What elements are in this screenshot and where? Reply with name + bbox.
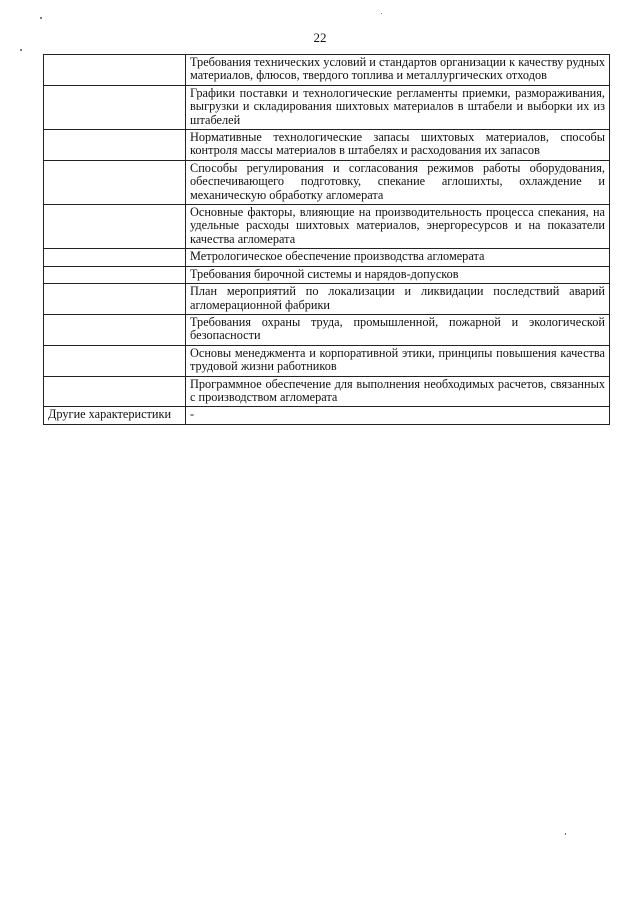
- page-number: 22: [313, 30, 327, 45]
- requirement-cell: Способы регулирования и согласования режимов работы оборудования, обеспечивающего подготовку, спекание аглошихты, охлаждение и механическую обработку агломерата: [186, 160, 610, 204]
- empty-label-cell: [44, 249, 186, 266]
- empty-label-cell: [44, 314, 186, 345]
- empty-label-cell: [44, 85, 186, 129]
- requirement-cell: Требования охраны труда, промышленной, пожарной и экологической безопасности: [186, 314, 610, 345]
- table-row: [44, 160, 610, 204]
- scan-speck: [40, 17, 42, 19]
- empty-label-cell: [44, 205, 186, 249]
- table-row: [44, 130, 610, 161]
- empty-label-cell: [44, 266, 186, 283]
- table-row: [44, 266, 610, 283]
- requirements-table: [43, 54, 610, 425]
- requirement-cell: Метрологическое обеспечение производства агломерата: [186, 249, 610, 266]
- empty-label-cell: [44, 160, 186, 204]
- empty-label-cell: [44, 55, 186, 86]
- requirement-cell: Основы менеджмента и корпоративной этики, принципы повышения качества трудовой жизни работников: [186, 345, 610, 376]
- requirement-cell: Требования технических условий и стандартов организации к качеству рудных материалов, флюсов, твердого топлива и металлургических отходов: [186, 55, 610, 86]
- table-row: [44, 345, 610, 376]
- table-row: [44, 249, 610, 266]
- requirement-cell: Требования бирочной системы и нарядов-допусков: [186, 266, 610, 283]
- table-row: [44, 376, 610, 407]
- table-row: [44, 55, 610, 86]
- requirement-cell: Программное обеспечение для выполнения необходимых расчетов, связанных с производством агломерата: [186, 376, 610, 407]
- table-row: [44, 407, 610, 424]
- empty-label-cell: [44, 284, 186, 315]
- empty-label-cell: [44, 345, 186, 376]
- table-row: [44, 284, 610, 315]
- other-characteristics-value: -: [186, 407, 610, 424]
- other-characteristics-label: Другие характеристики: [44, 407, 186, 424]
- empty-label-cell: [44, 376, 186, 407]
- empty-label-cell: [44, 130, 186, 161]
- table-row: [44, 205, 610, 249]
- scan-speck: [565, 833, 566, 835]
- requirement-cell: Нормативные технологические запасы шихтовых материалов, способы контроля массы материалов в штабелях и расходования их запасов: [186, 130, 610, 161]
- requirement-cell: План мероприятий по локализации и ликвидации последствий аварий агломерационной фабрики: [186, 284, 610, 315]
- scan-speck: [20, 49, 22, 51]
- scan-speck: [381, 13, 382, 14]
- requirement-cell: Графики поставки и технологические регламенты приемки, размораживания, выгрузки и складирования шихтовых материалов в штабели и выборки их из штабелей: [186, 85, 610, 129]
- table-row: [44, 85, 610, 129]
- requirement-cell: Основные факторы, влияющие на производительность процесса спекания, на удельные расходы шихтовых материалов, энергоресурсов и на показатели качества агломерата: [186, 205, 610, 249]
- table-row: [44, 314, 610, 345]
